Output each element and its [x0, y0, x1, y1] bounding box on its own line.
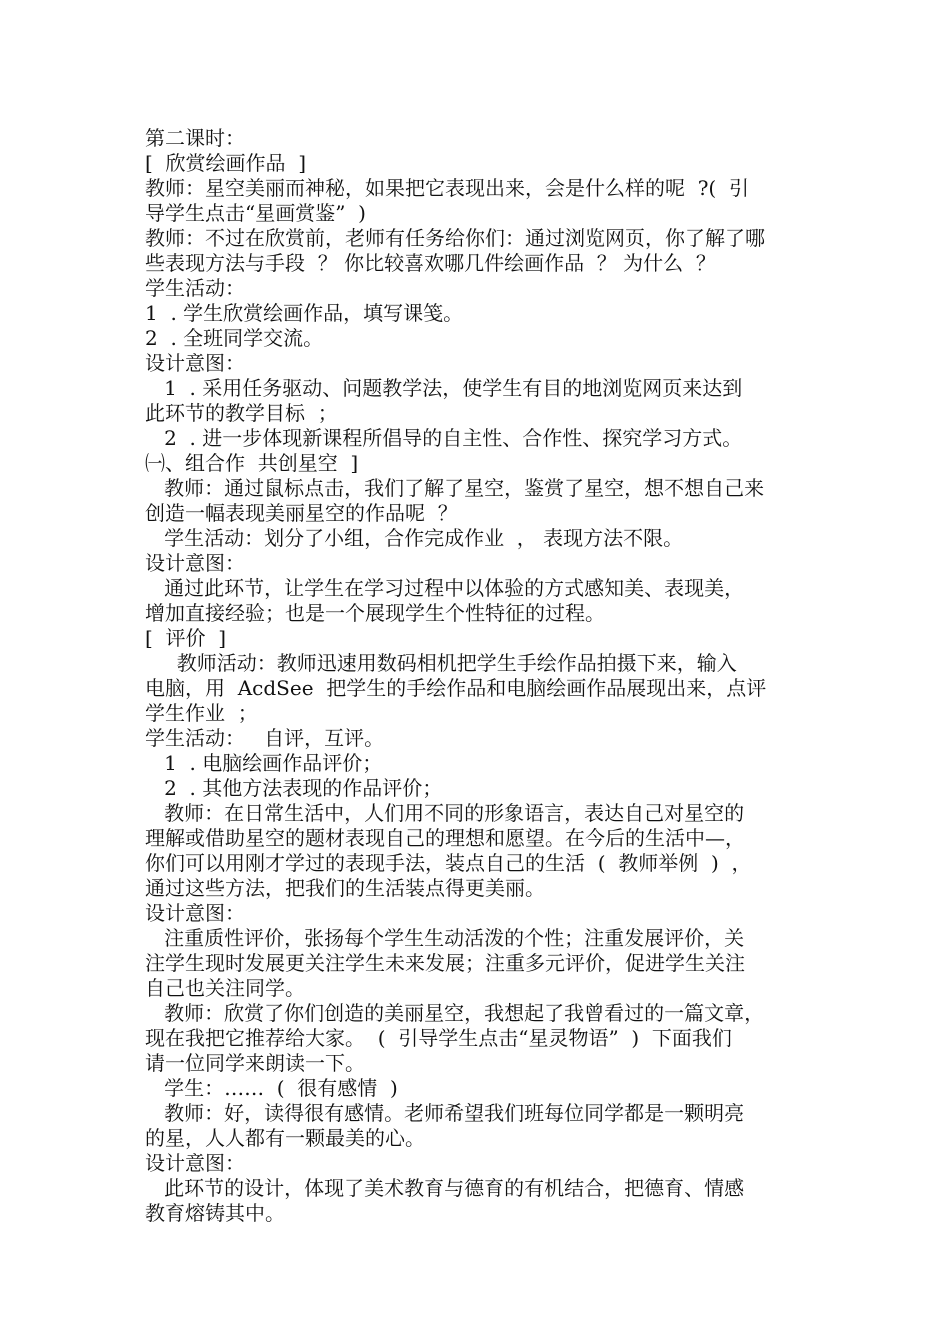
text-line: 学生活动： 自评，互评。	[145, 726, 385, 750]
text-line: 通过这些方法，把我们的生活装点得更美丽。	[145, 876, 545, 900]
text-line: 通过此环节，让学生在学习过程中以体验的方式感知美、表现美，	[145, 576, 745, 600]
text-line: 教师：在日常生活中，人们用不同的形象语言，表达自己对星空的	[145, 801, 745, 825]
text-line: 导学生点击“星画赏鉴” )	[145, 201, 366, 225]
text-line: 学生活动：	[145, 276, 245, 300]
text-line: 此环节的设计，体现了美术教育与德育的有机结合，把德育、情感	[145, 1176, 745, 1200]
text-line: ㈠、组合作 共创星空 ]	[145, 451, 359, 475]
text-line: 2 . 其他方法表现的作品评价；	[145, 776, 443, 800]
text-line: 增加直接经验；也是一个展现学生个性特征的过程。	[145, 601, 605, 625]
text-line: 2 . 进一步体现新课程所倡导的自主性、合作性、探究学习方式。	[145, 426, 743, 450]
text-line: 教育熔铸其中。	[145, 1201, 285, 1225]
text-line: 学生活动：划分了小组，合作完成作业 ， 表现方法不限。	[145, 526, 684, 550]
text-line: 设计意图：	[145, 551, 245, 575]
text-line: 1 . 学生欣赏绘画作品，填写课笺。	[145, 301, 464, 325]
text-line: 2 . 全班同学交流。	[145, 326, 324, 350]
text-line: 教师：星空美丽而神秘，如果把它表现出来，会是什么样的呢 ?( 引	[145, 176, 749, 200]
text-line: 第二课时：	[145, 126, 245, 150]
text-line: [ 欣赏绘画作品 ]	[145, 151, 307, 175]
text-line: 此环节的教学目标 ；	[145, 401, 338, 425]
text-line: 1 . 电脑绘画作品评价；	[145, 751, 383, 775]
text-line: 教师：好，读得很有感情。老师希望我们班每位同学都是一颗明亮	[145, 1101, 745, 1125]
document-body	[145, 126, 817, 1226]
text-line: 设计意图：	[145, 1151, 245, 1175]
text-line: 些表现方法与手段 ？ 你比较喜欢哪几件绘画作品 ？ 为什么 ？	[145, 251, 716, 275]
text-line: 的星，人人都有一颗最美的心。	[145, 1126, 425, 1150]
text-line: 电脑，用 AcdSee 把学生的手绘作品和电脑绘画作品展现出来，点评	[145, 676, 767, 700]
text-line: 创造一幅表现美丽星空的作品呢 ？	[145, 501, 458, 525]
text-line: 注学生现时发展更关注学生未来发展；注重多元评价，促进学生关注	[145, 951, 745, 975]
text-line: 设计意图：	[145, 351, 245, 375]
text-line: 现在我把它推荐给大家。 ( 引导学生点击“星灵物语” ) 下面我们	[145, 1026, 732, 1050]
text-line: 教师：通过鼠标点击，我们了解了星空，鉴赏了星空，想不想自己来	[145, 476, 765, 500]
text-line: 1 . 采用任务驱动、问题教学法，使学生有目的地浏览网页来达到	[145, 376, 743, 400]
text-line: 理解或借助星空的题材表现自己的理想和愿望。在今后的生活中—，	[145, 826, 745, 850]
text-line: 学生作业 ；	[145, 701, 258, 725]
text-line: 注重质性评价，张扬每个学生生动活泼的个性；注重发展评价，关	[145, 926, 745, 950]
text-line: 设计意图：	[145, 901, 245, 925]
text-line: 教师：欣赏了你们创造的美丽星空，我想起了我曾看过的一篇文章，	[145, 1001, 765, 1025]
text-line: [ 评价 ]	[145, 626, 227, 650]
text-line: 学生：…… ( 很有感情 )	[145, 1076, 398, 1100]
text-line: 请一位同学来朗读一下。	[145, 1051, 365, 1075]
text-line: 教师活动：教师迅速用数码相机把学生手绘作品拍摄下来，输入	[145, 651, 737, 675]
text-line: 自己也关注同学。	[145, 976, 305, 1000]
text-line: 你们可以用刚才学过的表现手法，装点自己的生活 ( 教师举例 ) ，	[145, 851, 752, 875]
text-line: 教师：不过在欣赏前，老师有任务给你们：通过浏览网页，你了解了哪	[145, 226, 765, 250]
